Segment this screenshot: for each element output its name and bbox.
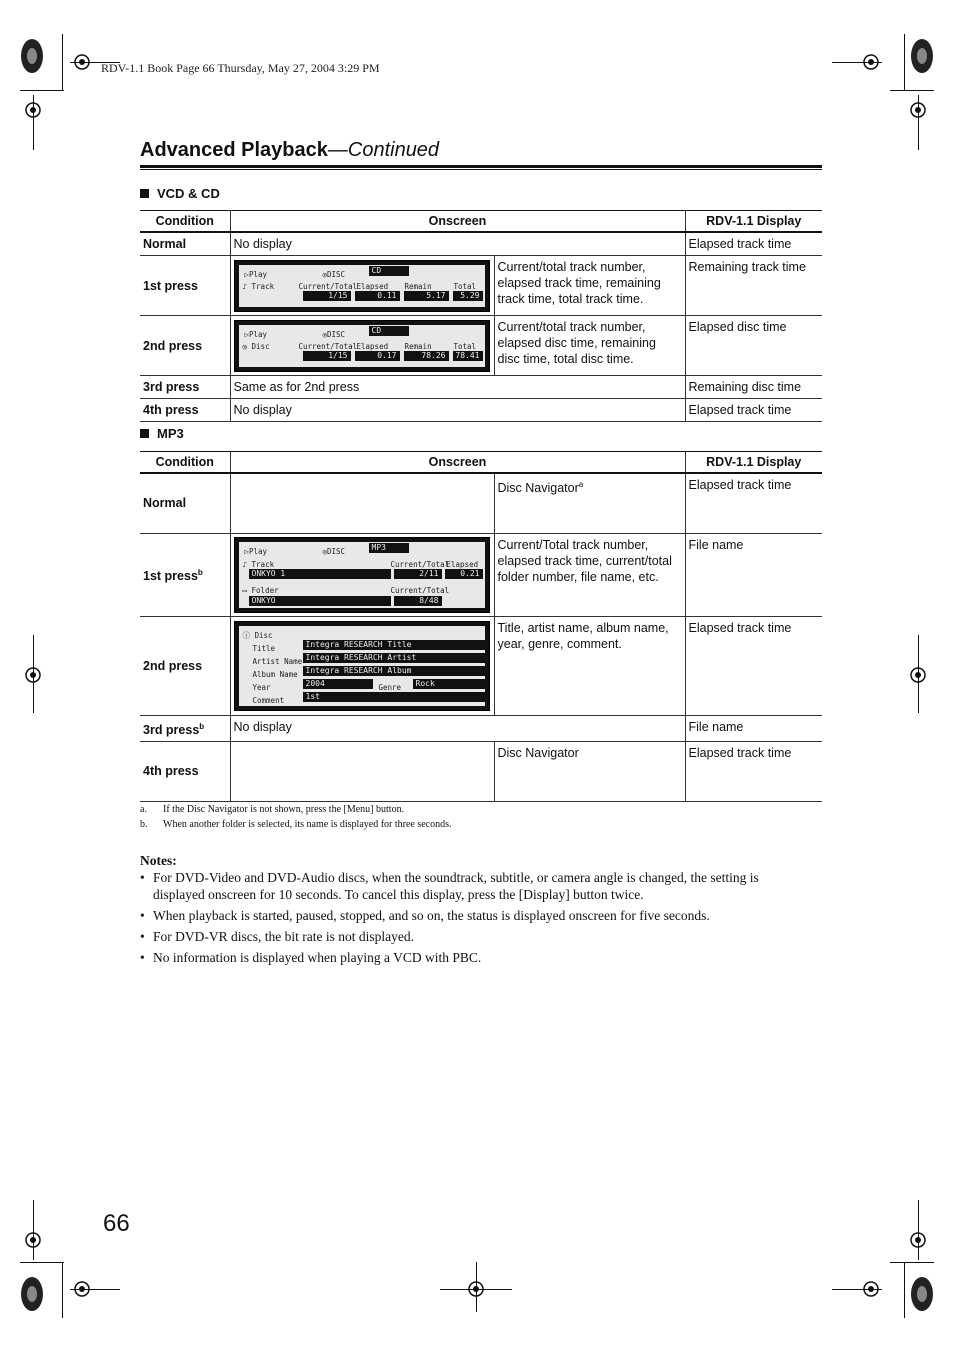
col-header-condition: Condition — [140, 452, 230, 474]
display-cell: File name — [685, 533, 822, 616]
onscreen-display-image: ▷Play ◎DISC MP3 ♪ Track Current/Total Elapsed ONKYO 1 2/11 0.21 ▭ Folder Current/Total ONKYO 8/48 — [230, 533, 494, 616]
registration-target-icon — [910, 1276, 934, 1312]
table-row — [140, 399, 822, 422]
condition-cell: 3rd press$^b$ — [140, 715, 230, 741]
onscreen-cell: No display — [230, 715, 685, 741]
table-row — [140, 715, 822, 741]
crosshair-icon — [908, 100, 928, 120]
col-header-onscreen: Onscreen — [230, 211, 685, 233]
note-item: • No information is displayed when playing a VCD with PBC. — [140, 949, 810, 966]
note-item: • For DVD-VR discs, the bit rate is not displayed. — [140, 928, 810, 945]
onscreen-cell: No display — [230, 232, 685, 256]
table-header-row — [140, 452, 822, 474]
crosshair-icon — [908, 1230, 928, 1250]
crosshair-icon — [861, 52, 881, 72]
condition-cell: 3rd press — [140, 376, 230, 399]
page-number: 66 — [103, 1210, 130, 1237]
crosshair-icon — [72, 52, 92, 72]
condition-cell: 1st press — [140, 256, 230, 316]
description-cell: Current/total track number, elapsed disc time, remaining disc time, total disc time. — [494, 316, 685, 376]
condition-cell: 4th press — [140, 399, 230, 422]
section-heading-vcd: VCD & CD — [140, 186, 220, 201]
table-row — [140, 616, 822, 715]
crosshair-icon — [23, 665, 43, 685]
condition-cell: 1st press$^b$ — [140, 533, 230, 616]
table-row — [140, 473, 822, 533]
mp3-table — [140, 451, 822, 802]
display-cell: File name — [685, 715, 822, 741]
condition-cell: Normal — [140, 232, 230, 256]
display-cell: Elapsed track time — [685, 399, 822, 422]
description-cell: Current/total track number, elapsed track time, remaining track time, total track time. — [494, 256, 685, 316]
crosshair-icon — [861, 1279, 881, 1299]
onscreen-display-image: ▷Play ◎DISC CD ♪ Track Current/Total Elapsed Remain Total 1/15 0.11 5.17 5.29 — [230, 256, 494, 316]
col-header-onscreen: Onscreen — [230, 452, 685, 474]
description-cell: Current/Total track number, elapsed track time, current/total folder number, file name, etc. — [494, 533, 685, 616]
onscreen-display-image: ⓘ Disc Title Integra RESEARCH Title Artist Name Integra RESEARCH Artist Album Name Integra RESEARCH Album Year 2004 Genre Rock Comment 1st — [230, 616, 494, 715]
onscreen-display-image: ▷Play ◎DISC CD ◎ Disc Current/Total Elapsed Remain Total 1/15 0.17 78.26 78.41 — [230, 316, 494, 376]
note-item: • When playback is started, paused, stopped, and so on, the status is displayed onscreen for five seconds. — [140, 907, 810, 924]
table-row — [140, 533, 822, 616]
onscreen-empty-cell — [230, 473, 494, 533]
title-rule-thin — [140, 169, 822, 170]
title-rule — [140, 165, 822, 168]
display-cell: Remaining track time — [685, 256, 822, 316]
display-cell: Elapsed track time — [685, 473, 822, 533]
display-cell: Elapsed disc time — [685, 316, 822, 376]
registration-target-icon — [910, 38, 934, 74]
table-row — [140, 741, 822, 801]
table-row — [140, 256, 822, 316]
display-cell: Elapsed track time — [685, 616, 822, 715]
table-row — [140, 316, 822, 376]
condition-cell: Normal — [140, 473, 230, 533]
crosshair-icon — [23, 100, 43, 120]
note-item: • For DVD-Video and DVD-Audio discs, when the soundtrack, subtitle, or camera angle is changed, the setting is displayed onscreen for 10 seconds. To cancel this display, press the [Display] button twice. — [140, 869, 810, 903]
footnote: b. When another folder is selected, its name is displayed for three seconds. — [140, 819, 452, 830]
col-header-display: RDV-1.1 Display — [685, 452, 822, 474]
notes-section — [140, 852, 810, 970]
condition-cell: 2nd press — [140, 616, 230, 715]
page-title: Advanced Playback—Continued — [140, 139, 440, 161]
col-header-display: RDV-1.1 Display — [685, 211, 822, 233]
onscreen-empty-cell — [230, 741, 494, 801]
onscreen-cell: Same as for 2nd press — [230, 376, 685, 399]
crosshair-icon — [72, 1279, 92, 1299]
vcd-table — [140, 210, 822, 422]
crosshair-icon — [466, 1279, 486, 1299]
table-row — [140, 376, 822, 399]
footnote: a. If the Disc Navigator is not shown, press the [Menu] button. — [140, 804, 405, 815]
display-cell: Elapsed track time — [685, 232, 822, 256]
description-cell: Disc Navigator$^a$ — [494, 473, 685, 533]
description-cell: Disc Navigator — [494, 741, 685, 801]
notes-heading: Notes: — [140, 853, 177, 868]
section-heading-mp3: MP3 — [140, 426, 184, 441]
crosshair-icon — [23, 1230, 43, 1250]
table-header-row — [140, 211, 822, 233]
description-cell: Title, artist name, album name, year, genre, comment. — [494, 616, 685, 715]
display-cell: Elapsed track time — [685, 741, 822, 801]
registration-target-icon — [20, 38, 44, 74]
onscreen-cell: No display — [230, 399, 685, 422]
condition-cell: 4th press — [140, 741, 230, 801]
registration-target-icon — [20, 1276, 44, 1312]
crosshair-icon — [908, 665, 928, 685]
display-cell: Remaining disc time — [685, 376, 822, 399]
condition-cell: 2nd press — [140, 316, 230, 376]
col-header-condition: Condition — [140, 211, 230, 233]
table-row — [140, 232, 822, 256]
print-header: RDV-1.1 Book Page 66 Thursday, May 27, 2004 3:29 PM — [101, 61, 380, 75]
